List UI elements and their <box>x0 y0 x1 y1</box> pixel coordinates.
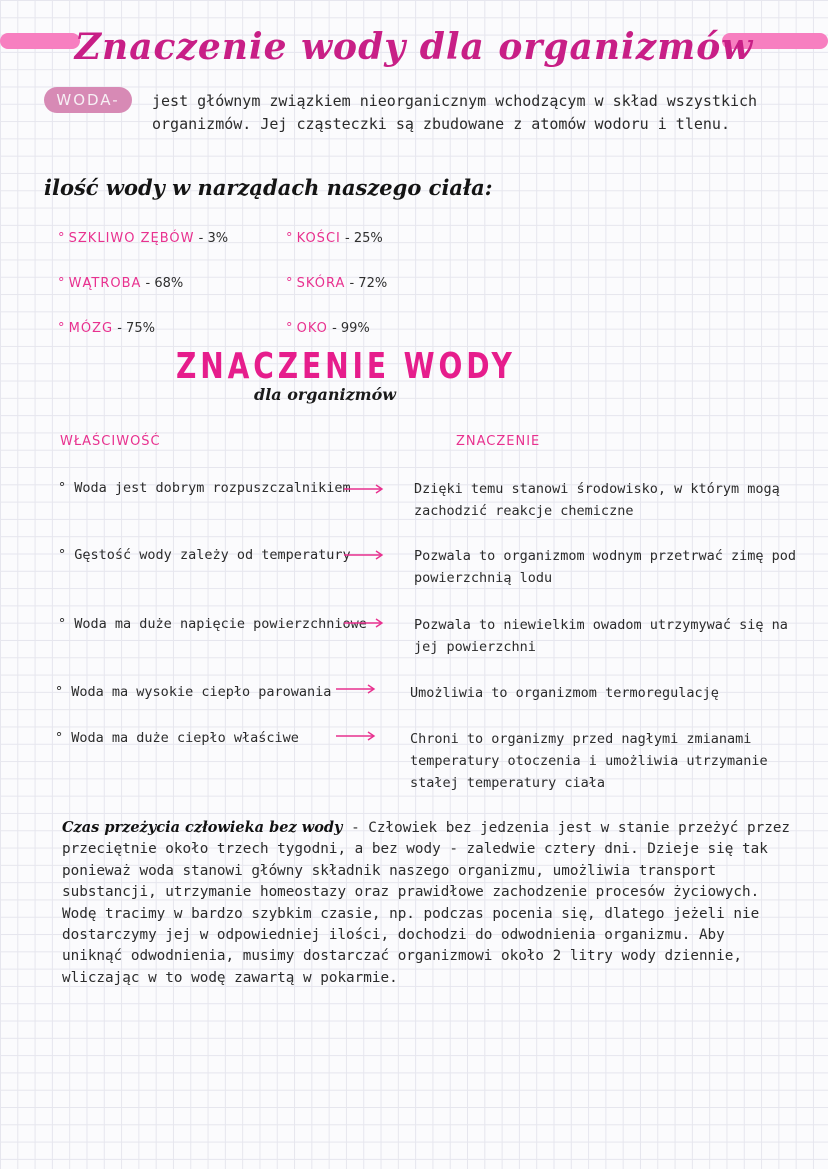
stat-skin: ° SKÓRA - 72% <box>286 276 388 291</box>
stat-bones: ° KOŚCI - 25% <box>286 231 383 246</box>
page-title: Znaczenie wody dla organizmów <box>74 26 754 68</box>
stat-liver: ° WĄTROBA - 68% <box>58 276 184 291</box>
water-content-heading: ilość wody w narządach naszego ciała: <box>44 175 493 200</box>
column-header-property: WŁAŚCIWOŚĆ <box>60 434 161 449</box>
intro-text: jest głównym związkiem nieorganicznym wchodzącym w skład wszystkich organizmów. Jej cząsteczki są zbudowane z atomów wodoru i tlenu. <box>152 92 758 133</box>
property-row-4: ° Woda ma wysokie ciepło parowania <box>55 684 332 700</box>
section-title: ZNACZENIE WODY <box>176 346 516 387</box>
property-row-1: ° Woda jest dobrym rozpuszczalnikiem <box>58 480 351 496</box>
meaning-row-3: Pozwala to niewielkim owadom utrzymywać się na jej powierzchni <box>414 617 788 655</box>
survival-lead: Czas przeżycia człowieka bez wody <box>62 819 343 836</box>
survival-paragraph <box>62 817 792 989</box>
property-row-3: ° Woda ma duże napięcie powierzchniowe <box>58 616 367 632</box>
arrow-icon <box>336 684 376 694</box>
arrow-icon <box>344 550 384 560</box>
stat-brain: ° MÓZG - 75% <box>58 321 155 336</box>
water-badge: WODA- <box>44 87 132 113</box>
meaning-row-4: Umożliwia to organizmom termoregulację <box>410 685 719 701</box>
meaning-row-2: Pozwala to organizmom wodnym przetrwać zimę pod powierzchnią lodu <box>414 548 797 586</box>
section-subtitle: dla organizmów <box>254 385 397 404</box>
survival-text: - Człowiek bez jedzenia jest w stanie przeżyć przez przeciętnie około trzech tygodni, a bez wody - zaledwie cztery dni. Dzieje się tak ponieważ woda stanowi główny składnik naszego organizmu, umożliwia transport substancji, utrzymanie homeostazy oraz prawidłowe zachodzenie procesów życiowych. Wodę tracimy w bardzo szybkim czasie, np. podczas pocenia się, dlatego jeżeli nie dostarczymy jej w odpowiedniej ilości, dochodzi do odwodnienia organizmu. Aby uniknąć odwodnienia, musimy dostarczać organizmowi około 2 litry wody dziennie, wliczając w to wodę zawartą w pokarmie. <box>62 820 791 986</box>
property-row-5: ° Woda ma duże ciepło właściwe <box>55 730 299 746</box>
arrow-icon <box>336 731 376 741</box>
arrow-icon <box>344 484 384 494</box>
meaning-row-1: Dzięki temu stanowi środowisko, w którym mogą zachodzić reakcje chemiczne <box>414 481 780 519</box>
column-header-meaning: ZNACZENIE <box>456 434 541 449</box>
property-row-2: ° Gęstość wody zależy od temperatury <box>58 547 351 563</box>
stat-enamel: ° SZKLIWO ZĘBÓW - 3% <box>58 231 229 246</box>
arrow-icon <box>344 618 384 628</box>
meaning-row-5: Chroni to organizmy przed nagłymi zmianami temperatury otoczenia i umożliwia utrzymanie stałej temperatury ciała <box>410 731 768 791</box>
stat-eye: ° OKO - 99% <box>286 321 370 336</box>
